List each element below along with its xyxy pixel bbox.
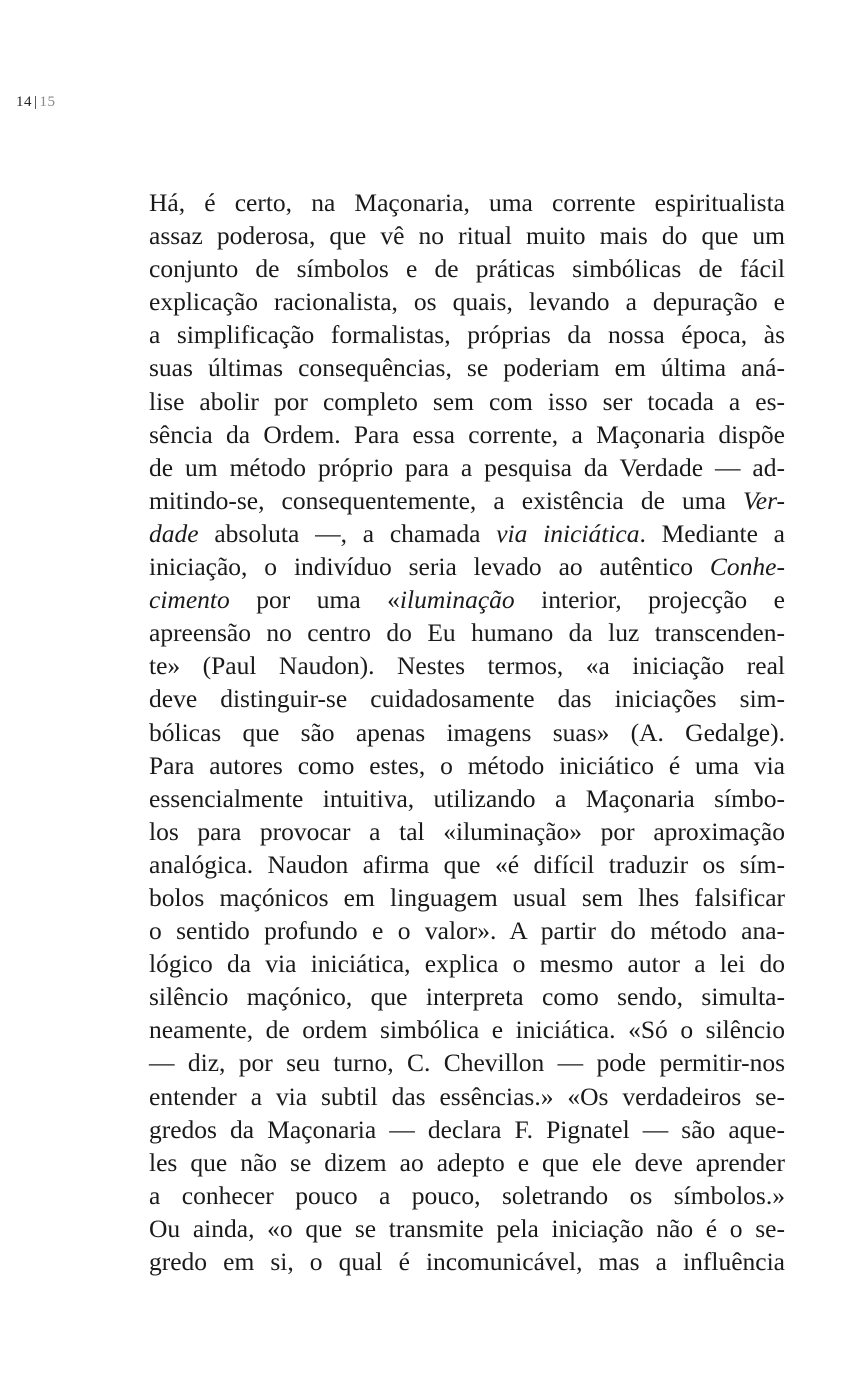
- text-line: deve distinguir-se cuidadosamente das iniciações sim-: [149, 684, 785, 714]
- text-line: cimento por uma «iluminação interior, projecção e: [149, 585, 785, 615]
- text-line: bolos maçónicos em linguagem usual sem lhes falsificar: [149, 882, 785, 912]
- body-text: [149, 186, 785, 1278]
- facing-page-number: 15: [39, 94, 56, 110]
- text-line: — diz, por seu turno, C. Chevillon — pode permitir-nos: [149, 1048, 785, 1078]
- text-line: essencialmente intuitiva, utilizando a Maçonaria símbo-: [149, 783, 785, 813]
- text-line: los para provocar a tal «iluminação» por aproximação: [149, 816, 785, 846]
- text-line: a simplificação formalistas, próprias da nossa época, às: [149, 320, 785, 350]
- text-line: assaz poderosa, que vê no ritual muito mais do que um: [149, 221, 785, 251]
- text-line: entender a via subtil das essências.» «Os verdadeiros se-: [149, 1081, 785, 1111]
- text-line: iniciação, o indivíduo seria levado ao autêntico Conhe-: [149, 552, 785, 582]
- text-line: mitindo-se, consequentemente, a existência de uma Ver-: [149, 485, 785, 515]
- text-line: Há, é certo, na Maçonaria, uma corrente espiritualista: [149, 188, 785, 217]
- text-line: silêncio maçónico, que interpreta como sendo, simulta-: [149, 982, 785, 1012]
- text-line: explicação racionalista, os quais, levando a depuração e: [149, 287, 785, 317]
- text-line: dade absoluta —, a chamada via iniciática. Mediante a: [149, 518, 785, 548]
- text-line: suas últimas consequências, se poderiam em última aná-: [149, 353, 785, 383]
- text-line: lise abolir por completo sem com isso ser tocada a es-: [149, 386, 785, 416]
- page-number: 14: [16, 94, 32, 110]
- text-line: lógico da via iniciática, explica o mesmo autor a lei do: [149, 949, 785, 979]
- text-line: sência da Ordem. Para essa corrente, a Maçonaria dispõe: [149, 419, 785, 449]
- text-line: Ou ainda, «o que se transmite pela iniciação não é o se-: [149, 1213, 785, 1243]
- text-line: les que não se dizem ao adepto e que ele deve aprender: [149, 1147, 785, 1177]
- text-line: o sentido profundo e o valor». A partir do método ana-: [149, 916, 785, 946]
- text-line: bólicas que são apenas imagens suas» (A. Gedalge).: [149, 717, 785, 747]
- text-line: neamente, de ordem simbólica e iniciática. «Só o silêncio: [149, 1015, 785, 1045]
- page-folio: [16, 94, 56, 111]
- text-line: te» (Paul Naudon). Nestes termos, «a iniciação real: [149, 651, 785, 681]
- text-line: Para autores como estes, o método iniciático é uma via: [149, 750, 785, 780]
- text-line: analógica. Naudon afirma que «é difícil traduzir os sím-: [149, 849, 785, 879]
- text-line: apreensão no centro do Eu humano da luz transcenden-: [149, 618, 785, 648]
- text-line: gredos da Maçonaria — declara F. Pignatel — são aque-: [149, 1114, 785, 1144]
- text-line: gredo em si, o qual é incomunicável, mas a influência: [149, 1247, 785, 1276]
- text-line: conjunto de símbolos e de práticas simbólicas de fácil: [149, 254, 785, 284]
- text-line: a conhecer pouco a pouco, soletrando os símbolos.»: [149, 1180, 785, 1210]
- text-line: de um método próprio para a pesquisa da Verdade — ad-: [149, 452, 785, 482]
- folio-separator: |: [34, 94, 38, 110]
